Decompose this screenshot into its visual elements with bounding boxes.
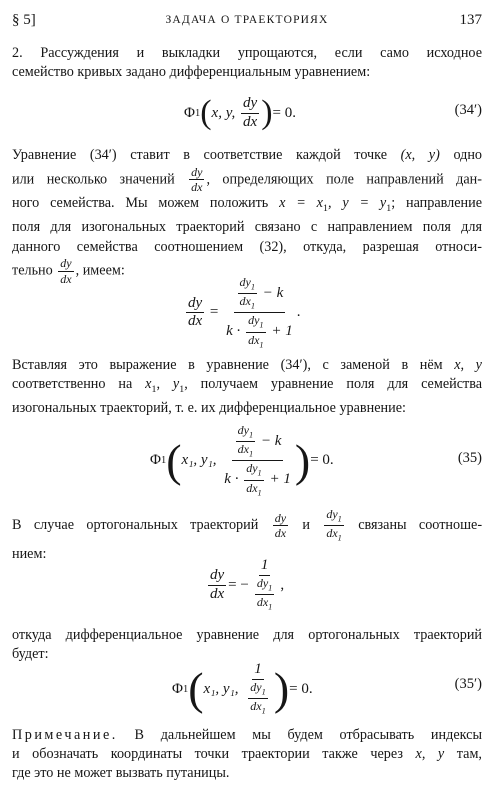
numerator [232,424,284,461]
text: y [172,376,180,392]
numerator: dy [208,568,226,586]
text: dx [256,594,269,609]
text: В дальнейшем мы будем отбрасывать индексы [117,727,482,743]
text: , [156,376,160,392]
text: dx [326,526,338,541]
big-fraction [224,276,295,350]
equation-number: (35) [457,450,482,466]
text: связаны соотноше- [358,516,483,533]
numerator: 1 [252,662,264,680]
text-line: изогональных траекторий, т. е. их дифференциальное уравнение: [12,399,406,416]
denominator: dx [274,526,287,541]
denominator: dx [210,585,225,602]
fraction: $\frac{dy_1}{dx_1}$ [250,679,266,716]
fraction [244,662,272,716]
equation-direction [12,271,482,349]
denominator: dx [60,271,72,286]
numerator: dy [274,510,287,525]
eq-rhs: = 0. [272,104,297,121]
text: − k [262,285,284,302]
text: − k [260,433,282,450]
text: тельно [12,262,53,279]
equation-35 [12,424,482,500]
text: и [302,516,310,533]
fraction: $\frac{dy_1}{dx_1}$ [256,575,273,612]
text: Вставляя это выражение в уравнение (34′), с заменой в нём [12,357,443,373]
text-line [12,726,482,745]
fraction [251,558,279,612]
big-fraction [222,424,293,498]
text: k · [224,471,239,488]
text: dy [246,461,258,476]
fraction: $\frac{dy_1}{dx_1}$ [248,313,264,349]
text: + 1 [271,323,293,340]
eq-args: x₁, y₁, [203,680,239,697]
text: dx [248,332,260,347]
note-paragraph [12,726,482,783]
text: x [145,376,152,392]
subscript: 1 [194,107,201,119]
fraction [208,568,226,603]
text: dy [256,575,269,590]
numerator [234,276,286,313]
text: Уравнение (34′) ставит в соответствие каждой точке [12,147,388,163]
paren-open: ( [200,94,212,132]
text: + 1 [269,471,291,488]
numerator: dy [241,96,259,114]
denominator: dx [191,180,203,195]
paragraph-1 [12,44,482,82]
text: и обозначать координаты точки траектории также через [12,746,403,762]
text: там, [456,746,482,762]
text: dx [239,294,251,309]
denominator [251,576,279,612]
denominator [224,313,295,349]
equation-34-prime [12,96,482,130]
paren-close: ) [261,94,273,132]
note-label: Примечание. [12,727,118,743]
fraction: $\frac{dy_1}{dx_1}$ [239,275,256,311]
text-line: 2. Рассуждения и выкладки упрощаются, если само исходное [12,45,482,61]
page-header [12,12,482,32]
text-line: будет: [12,646,49,662]
text: dx [246,480,258,495]
period: . [296,304,301,321]
numerator: dy [191,164,203,179]
text-line: откуда дифференциальное уравнение для ортогональных траекторий [12,627,482,643]
paren-open: ( [166,434,182,486]
text: , получаем уравнение поля для семейства [184,376,483,392]
fraction [241,96,259,131]
text: dy [326,507,338,521]
subscript: 1 [160,455,167,467]
page-number: 137 [459,12,482,28]
denominator [222,461,293,497]
paragraph-2 [12,146,482,285]
running-title: ЗАДАЧА О ТРАЕКТОРИЯХ [165,14,329,26]
denominator: dx [243,113,258,130]
text: одно [453,147,483,163]
equation-number: (35′) [454,676,482,692]
text: k · [226,323,241,340]
text-line: где это не может вызвать путаницы. [12,765,230,781]
text-line: нием: [12,546,47,563]
equation-number: (34′) [454,102,482,118]
paren-close: ) [294,434,311,486]
text: = − [228,576,249,593]
text-line: данного семейства соотношением (32), откуда, разрешая относи- [12,238,482,255]
paragraph-3 [12,356,482,418]
text-line [12,166,482,194]
text-line: соответственно на $x_1$, $y_1$, получаем уравнение поля для семейства [12,376,483,395]
paren-close: ) [273,663,290,715]
fraction: $\frac{dy_1}{dx_1}$ [237,423,254,459]
text-line: ного семейства. Мы можем положить $x = x_1$, $y = y_1$; направление [12,194,483,214]
text: или несколько значений [12,170,175,187]
text-line [12,508,482,543]
equation-orthogonal [12,558,482,618]
text: , имеем: [75,262,125,279]
eq-rhs: = 0. [310,452,334,469]
text: dy [237,423,249,437]
text: , y = y [327,194,387,211]
paragraph-4 [12,508,482,565]
numerator: 1 [259,558,271,576]
text-line: семейство кривых задано дифференциальным уравнением: [12,64,371,80]
text: , [280,576,285,593]
equation-35-prime [12,662,482,718]
text: dy [250,679,262,694]
text: (x, y) [400,147,440,163]
paragraph-5 [12,626,482,664]
text: x, y [454,357,482,373]
text: dy [248,313,260,328]
text-line [12,146,482,166]
text: dy [239,275,251,289]
eq-rhs: = 0. [289,680,313,697]
subscript: 1 [182,683,189,695]
text-line [12,356,482,375]
text: ного семейства. Мы можем положить [12,194,269,211]
numerator: dy [186,296,204,314]
fraction: $\frac{dy_1}{dx_1}$ [326,507,342,543]
text: В случае ортогональных траекторий [12,516,259,533]
denominator: dx [188,313,203,330]
text: ; направление [391,194,483,211]
text-line [12,745,482,764]
eq-args: x, y, [211,104,236,121]
numerator: dy [60,256,72,271]
phi-symbol: Φ [184,104,195,121]
phi-symbol: Φ [172,680,183,697]
phi-symbol: Φ [150,452,161,469]
text: соответственно на [12,376,133,392]
text: dx [237,442,249,457]
section-number: § 5] [12,12,36,28]
text: , определяющих поле направлений дан- [206,170,482,187]
fraction: $\frac{dy_1}{dx_1}$ [246,461,262,497]
fraction [189,166,204,194]
fraction [273,512,288,540]
equals-sign: = [206,304,223,321]
eq-args: x₁, y₁, [181,452,217,469]
text-line: поля для изогональных траекторий связано с направлением поля для [12,219,482,236]
fraction [186,296,204,331]
text: x = x [279,194,323,211]
denominator [244,680,272,716]
text: dx [250,698,262,713]
text: x, y [415,746,445,762]
paren-open: ( [188,663,204,715]
